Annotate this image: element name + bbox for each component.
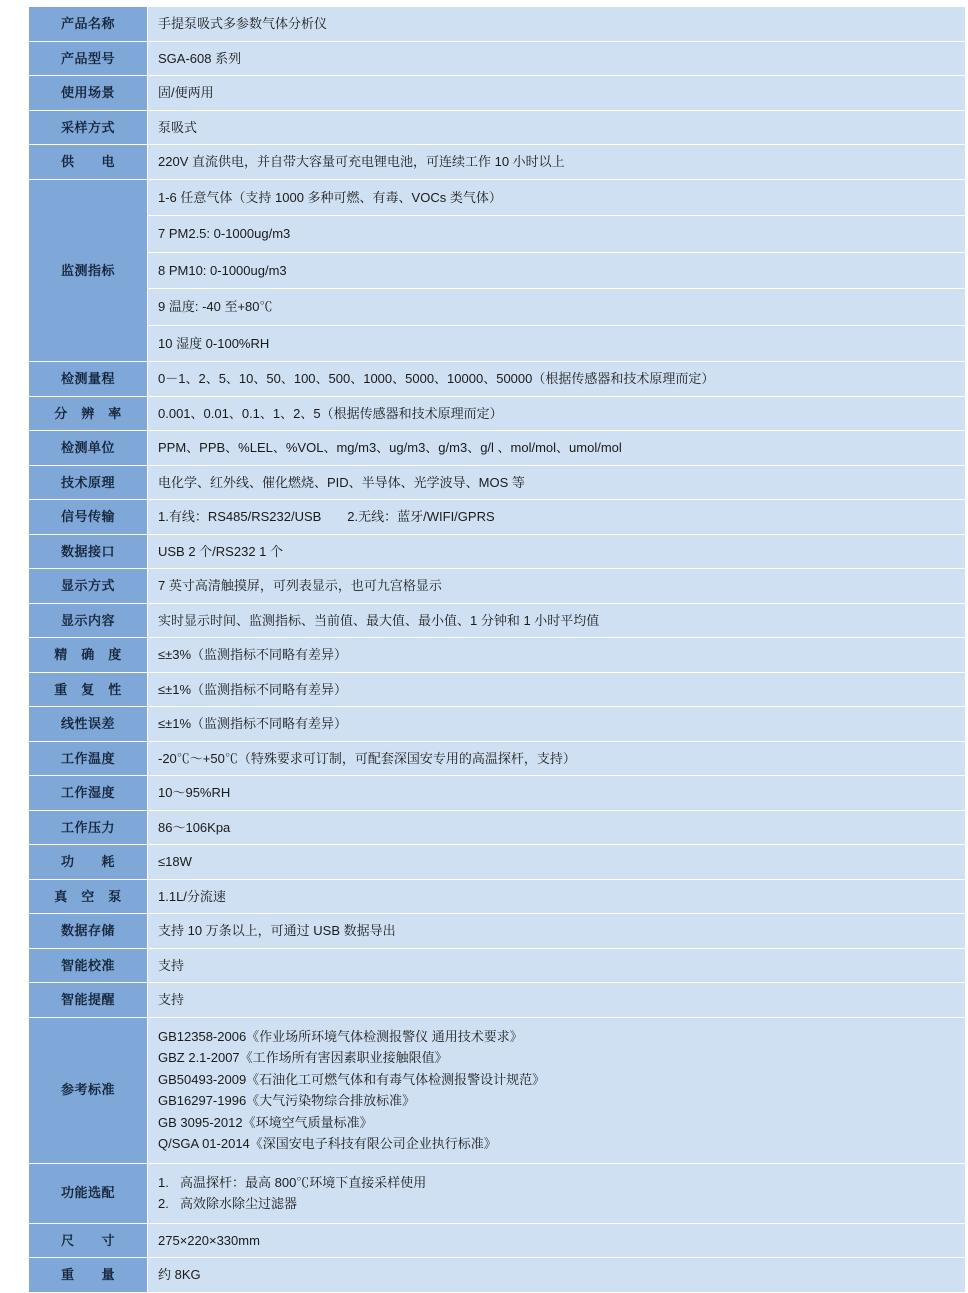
row-value-dimensions: 275×220×330mm — [148, 1223, 966, 1258]
row-value-repeatability: ≤±1%（监测指标不同略有差异） — [148, 672, 966, 707]
row-value-working-humidity: 10～95%RH — [148, 776, 966, 811]
row-value-product-model: SGA-608 系列 — [148, 41, 966, 76]
row-label-power-consumption: 功 耗 — [29, 845, 148, 880]
row-value-smart-calibration: 支持 — [148, 948, 966, 983]
reference-standard-line: GB 3095-2012《环境空气质量标准》 — [158, 1114, 373, 1130]
table-row — [29, 1258, 966, 1293]
row-value-data-interface: USB 2 个/RS232 1 个 — [148, 534, 966, 569]
row-value-data-storage: 支持 10 万条以上，可通过 USB 数据导出 — [148, 914, 966, 949]
row-label-weight: 重 量 — [29, 1258, 148, 1293]
monitoring-indicator-item: 8 PM10: 0-1000ug/m3 — [148, 253, 965, 290]
table-row — [29, 948, 966, 983]
row-value-weight: 约 8KG — [148, 1258, 966, 1293]
row-value-optional-functions — [148, 1163, 966, 1223]
row-label-smart-reminder: 智能提醒 — [29, 983, 148, 1018]
table-row — [29, 465, 966, 500]
row-value-sampling-method: 泵吸式 — [148, 110, 966, 145]
row-value-accuracy: ≤±3%（监测指标不同略有差异） — [148, 638, 966, 673]
row-label-resolution: 分 辨 率 — [29, 396, 148, 431]
row-label-optional-functions: 功能选配 — [29, 1163, 148, 1223]
row-label-repeatability: 重 复 性 — [29, 672, 148, 707]
table-row — [29, 145, 966, 180]
optional-function-text: 高温探杆：最高 800℃环境下直接采样使用 — [180, 1174, 427, 1190]
monitoring-indicator-item: 9 温度: -40 至+80℃ — [148, 289, 965, 326]
table-row — [29, 569, 966, 604]
row-label-power-supply: 供 电 — [29, 145, 148, 180]
row-value-smart-reminder: 支持 — [148, 983, 966, 1018]
row-value-reference-standards — [148, 1017, 966, 1163]
table-row — [29, 845, 966, 880]
table-row — [29, 534, 966, 569]
row-value-detection-unit: PPM、PPB、%LEL、%VOL、mg/m3、ug/m3、g/m3、g/l 、mol/mol、umol/mol — [148, 431, 966, 466]
row-label-display-content: 显示内容 — [29, 603, 148, 638]
reference-standard-line: GB12358-2006《作业场所环境气体检测报警仪 通用技术要求》 — [158, 1028, 523, 1044]
row-label-reference-standards: 参考标准 — [29, 1017, 148, 1163]
row-label-display-mode: 显示方式 — [29, 569, 148, 604]
row-label-usage-scene: 使用场景 — [29, 76, 148, 111]
reference-standard-line: GB16297-1996《大气污染物综合排放标准》 — [158, 1093, 416, 1108]
table-row — [29, 1223, 966, 1258]
table-row — [29, 179, 966, 362]
row-value-working-temperature: -20℃～+50℃（特殊要求可订制，可配套深国安专用的高温探杆，支持） — [148, 741, 966, 776]
row-label-working-temperature: 工作温度 — [29, 741, 148, 776]
table-row — [29, 603, 966, 638]
monitoring-indicator-item: 1-6 任意气体（支持 1000 多种可燃、有毒、VOCs 类气体） — [148, 180, 965, 217]
row-label-product-name: 产品名称 — [29, 7, 148, 42]
row-value-power-supply: 220V 直流供电，并自带大容量可充电锂电池，可连续工作 10 小时以上 — [148, 145, 966, 180]
optional-function-number: 1. — [158, 1174, 169, 1190]
table-row — [29, 983, 966, 1018]
optional-function-text: 高效除水除尘过滤器 — [180, 1196, 298, 1211]
row-value-detection-range: 0－1、2、5、10、50、100、500、1000、5000、10000、50000（根据传感器和技术原理而定） — [148, 362, 966, 397]
row-value-power-consumption: ≤18W — [148, 845, 966, 880]
row-label-dimensions: 尺 寸 — [29, 1223, 148, 1258]
optional-function-item — [158, 1172, 955, 1194]
row-label-data-storage: 数据存储 — [29, 914, 148, 949]
table-row — [29, 810, 966, 845]
table-row — [29, 638, 966, 673]
table-row — [29, 914, 966, 949]
row-label-detection-range: 检测量程 — [29, 362, 148, 397]
table-row — [29, 879, 966, 914]
product-spec-table — [28, 6, 966, 1293]
row-label-signal-transmission: 信号传输 — [29, 500, 148, 535]
table-row — [29, 431, 966, 466]
optional-function-number: 2. — [158, 1196, 169, 1211]
table-row — [29, 707, 966, 742]
table-row — [29, 741, 966, 776]
row-value-vacuum-pump: 1.1L/分流速 — [148, 879, 966, 914]
table-row — [29, 776, 966, 811]
row-value-monitoring-indicators — [148, 179, 966, 362]
row-value-usage-scene: 固/便两用 — [148, 76, 966, 111]
row-label-vacuum-pump: 真 空 泵 — [29, 879, 148, 914]
optional-function-item — [158, 1193, 955, 1215]
row-value-signal-transmission: 1.有线：RS485/RS232/USB 2.无线：蓝牙/WIFI/GPRS — [148, 500, 966, 535]
monitoring-indicator-item: 10 湿度 0-100%RH — [158, 335, 270, 351]
row-label-sampling-method: 采样方式 — [29, 110, 148, 145]
monitoring-indicator-item: 7 PM2.5: 0-1000ug/m3 — [148, 216, 965, 253]
row-value-product-name: 手提泵吸式多参数气体分析仪 — [148, 7, 966, 42]
table-row — [29, 672, 966, 707]
row-label-detection-unit: 检测单位 — [29, 431, 148, 466]
row-value-linearity-error: ≤±1%（监测指标不同略有差异） — [148, 707, 966, 742]
table-row — [29, 362, 966, 397]
row-value-resolution: 0.001、0.01、0.1、1、2、5（根据传感器和技术原理而定） — [148, 396, 966, 431]
row-label-linearity-error: 线性误差 — [29, 707, 148, 742]
row-label-working-humidity: 工作湿度 — [29, 776, 148, 811]
row-value-technical-principle: 电化学、红外线、催化燃烧、PID、半导体、光学波导、MOS 等 — [148, 465, 966, 500]
table-row — [29, 41, 966, 76]
row-label-monitoring-indicators: 监测指标 — [29, 179, 148, 362]
table-row — [29, 396, 966, 431]
row-label-working-pressure: 工作压力 — [29, 810, 148, 845]
table-row — [29, 76, 966, 111]
reference-standard-line: GBZ 2.1-2007《工作场所有害因素职业接触限值》 — [158, 1050, 448, 1065]
table-row — [29, 1163, 966, 1223]
row-label-smart-calibration: 智能校准 — [29, 948, 148, 983]
table-row — [29, 1017, 966, 1163]
table-row — [29, 110, 966, 145]
row-label-accuracy: 精 确 度 — [29, 638, 148, 673]
table-row — [29, 7, 966, 42]
row-label-product-model: 产品型号 — [29, 41, 148, 76]
reference-standard-line: GB50493-2009《石油化工可燃气体和有毒气体检测报警设计规范》 — [158, 1071, 546, 1087]
row-value-working-pressure: 86～106Kpa — [148, 810, 966, 845]
row-value-display-mode: 7 英寸高清触摸屏，可列表显示，也可九宫格显示 — [148, 569, 966, 604]
reference-standard-line: Q/SGA 01-2014《深国安电子科技有限公司企业执行标准》 — [158, 1136, 497, 1151]
table-row — [29, 500, 966, 535]
row-label-technical-principle: 技术原理 — [29, 465, 148, 500]
row-value-display-content: 实时显示时间、监测指标、当前值、最大值、最小值、1 分钟和 1 小时平均值 — [148, 603, 966, 638]
row-label-data-interface: 数据接口 — [29, 534, 148, 569]
